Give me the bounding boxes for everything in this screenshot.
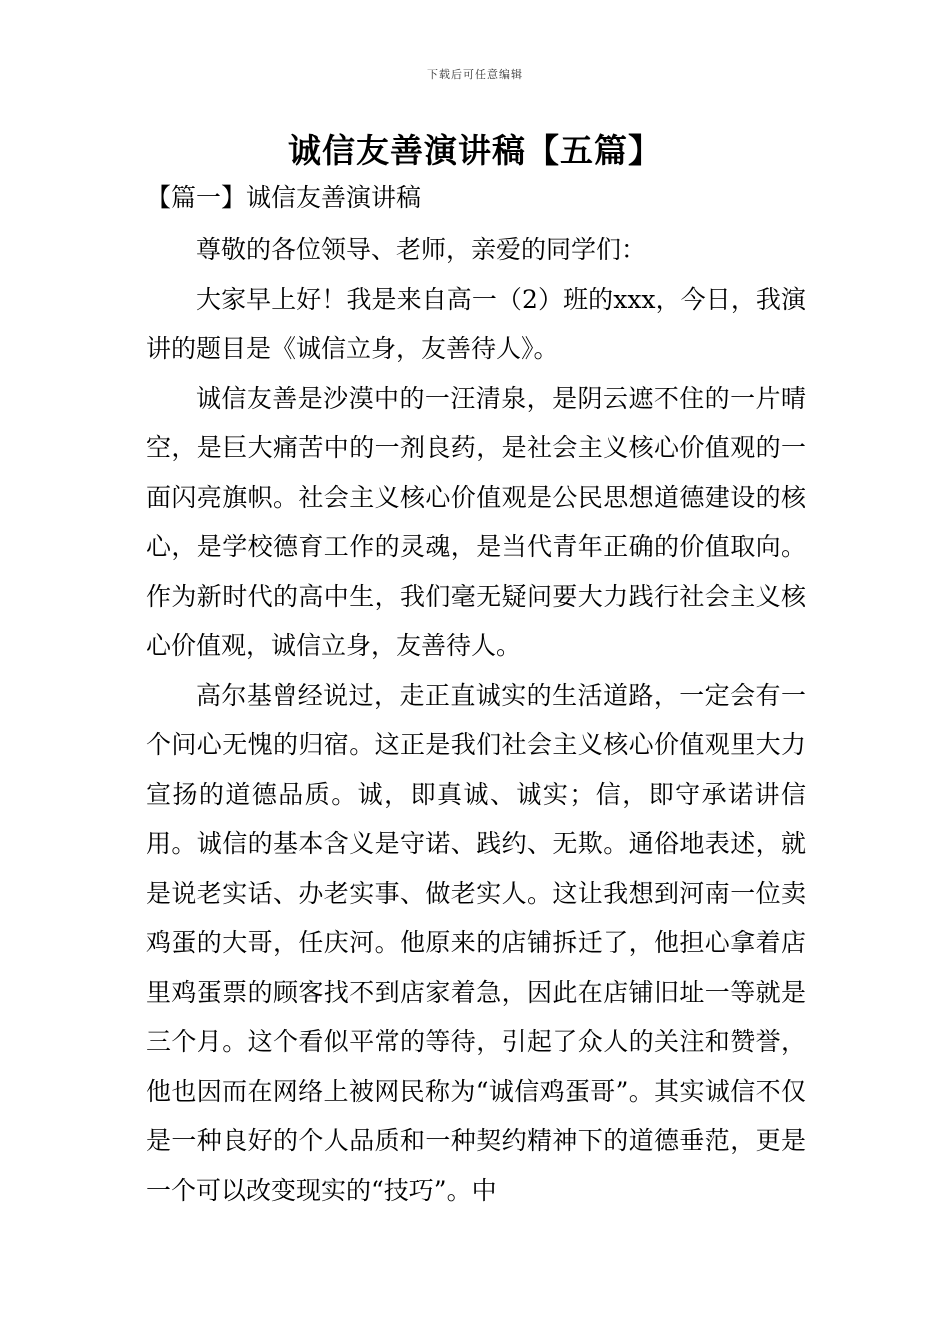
body-text	[146, 225, 806, 1215]
paragraph-salutation: 尊敬的各位领导、老师，亲爱的同学们：	[196, 235, 647, 264]
paragraph-integrity-kindness: 诚信友善是沙漠中的一汪清泉，是阴云遮不住的一片晴空，是巨大痛苦中的一剂良药，是社会主义核心价值观的一面闪亮旗帜。社会主义核心价值观是公民思想道德建设的核心，是学校德育工作的灵魂，是当代青年正确的价值取向。作为新时代的高中生，我们毫无疑问要大力践行社会主义核心价值观，诚信立身，友善待人。	[146, 383, 806, 660]
paragraph-intro: 大家早上好！我是来自高一（2）班的xxx，今日，我演讲的题目是《诚信立身，友善待人》。	[146, 284, 806, 363]
document-title: 诚信友善演讲稿【五篇】	[288, 131, 662, 170]
section-heading: 【篇一】诚信友善演讲稿	[146, 183, 422, 212]
paragraph-gorky-story: 高尔基曾经说过，走正直诚实的生活道路，一定会有一个问心无愧的归宿。这正是我们社会主义核心价值观里大力宣扬的道德品质。诚，即真诚、诚实；信，即守承诺讲信用。诚信的基本含义是守诺、践约、无欺。通俗地表述，就是说老实话、办老实事、做老实人。这让我想到河南一位卖鸡蛋的大哥，任庆河。他原来的店铺拆迁了，他担心拿着店里鸡蛋票的顾客找不到店家着急，因此在店铺旧址一等就是三个月。这个看似平常的等待，引起了众人的关注和赞誉，他也因而在网络上被网民称为“诚信鸡蛋哥”。其实诚信不仅是一种良好的个人品质和一种契约精神下的道德垂范，更是一个可以改变现实的“技巧”。中	[146, 680, 806, 1205]
header-note: 下载后可任意编辑	[427, 68, 523, 81]
